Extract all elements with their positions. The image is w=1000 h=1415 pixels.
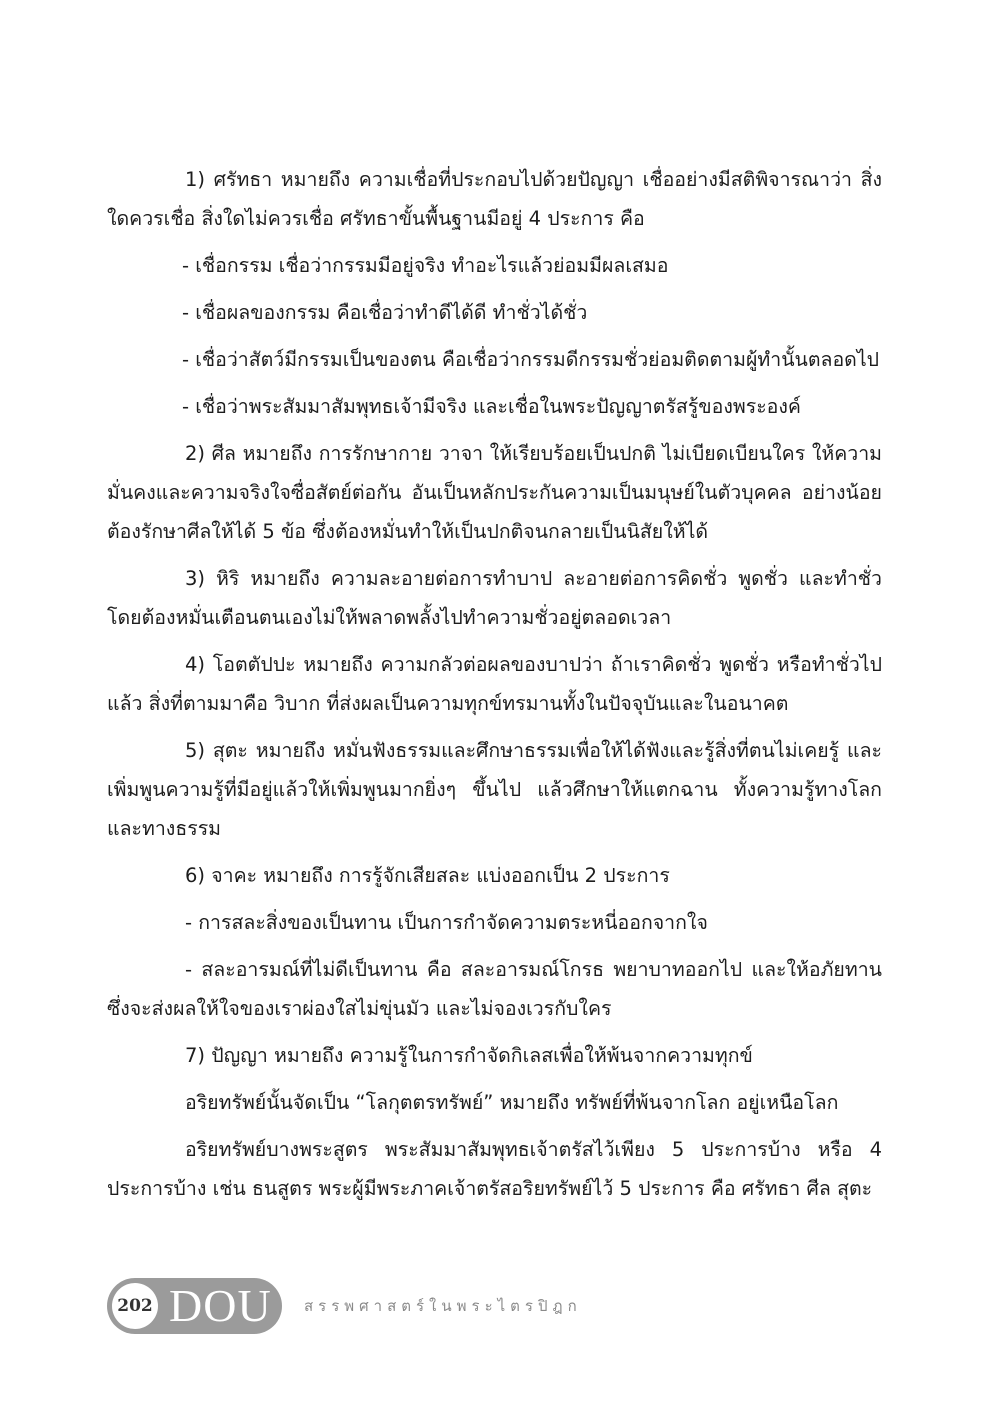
- paragraph-ottappa: 4) โอตตัปปะ หมายถึง ความกลัวต่อผลของบาปว่า ถ้าเราคิดชั่ว พูดชั่ว หรือทำชั่วไปแล้ว สิ่งที่ตามมาคือ วิบาก ที่ส่งผลเป็นความทุกข์ทรมานทั้งในปัจจุบันและในอนาคต: [107, 653, 882, 715]
- book-title: สรรพศาสตร์ในพระไตรปิฎก: [304, 1297, 582, 1315]
- dou-logo-badge: [107, 1278, 282, 1334]
- paragraph-suta: 5) สุตะ หมายถึง หมั่นฟังธรรมและศึกษาธรรมเพื่อให้ได้ฟังและรู้สิ่งที่ตนไม่เคยรู้ และเพิ่มพูนความรู้ที่มีอยู่แล้วให้เพิ่มพูนมากยิ่งๆ ขึ้นไป แล้วศึกษาให้แตกฉาน ทั้งความรู้ทางโลกและทางธรรม: [107, 739, 882, 840]
- list-item: - สละอารมณ์ที่ไม่ดีเป็นทาน คือ สละอารมณ์โกรธ พยาบาทออกไป และให้อภัยทานซึ่งจะส่งผลให้ใจของเราผ่องใสไม่ขุ่นมัว และไม่จองเวรกับใคร: [107, 958, 882, 1020]
- list-item: - เชื่อว่าสัตว์มีกรรมเป็นของตน คือเชื่อว่ากรรมดีกรรมชั่วย่อมติดตามผู้ทำนั้นตลอดไป: [182, 348, 880, 371]
- paragraph-saddha: 1) ศรัทธา หมายถึง ความเชื่อที่ประกอบไปด้วยปัญญา เชื่ออย่างมีสติพิจารณาว่า สิ่งใดควรเชื่อ สิ่งใดไม่ควรเชื่อ ศรัทธาขั้นพื้นฐานมีอยู่ 4 ประการ คือ: [107, 168, 882, 230]
- page-number: 202: [112, 1283, 158, 1329]
- paragraph-panna: 7) ปัญญา หมายถึง ความรู้ในการกำจัดกิเลสเพื่อให้พ้นจากความทุกข์: [185, 1044, 753, 1067]
- paragraph-caga: 6) จาคะ หมายถึง การรู้จักเสียสละ แบ่งออกเป็น 2 ประการ: [185, 864, 670, 887]
- paragraph-sila: 2) ศีล หมายถึง การรักษากาย วาจา ให้เรียบร้อยเป็นปกติ ไม่เบียดเบียนใคร ให้ความมั่นคงและความจริงใจซื่อสัตย์ต่อกัน อันเป็นหลักประกันความเป็นมนุษย์ในตัวบุคคล อย่างน้อยต้องรักษาศีลให้ได้ 5 ข้อ ซึ่งต้องหมั่นทำให้เป็นปกติจนกลายเป็นนิสัยให้ได้: [107, 442, 882, 543]
- paragraph-hiri: 3) หิริ หมายถึง ความละอายต่อการทำบาป ละอายต่อการคิดชั่ว พูดชั่ว และทำชั่ว โดยต้องหมั่นเตือนตนเองไม่ให้พลาดพลั้งไปทำความชั่วอยู่ตลอดเวลา: [107, 567, 882, 629]
- paragraph-dhana-sutta: อริยทรัพย์บางพระสูตร พระสัมมาสัมพุทธเจ้าตรัสไว้เพียง 5 ประการบ้าง หรือ 4 ประการบ้าง เช่น ธนสูตร พระผู้มีพระภาคเจ้าตรัสอริยทรัพย์ไว้ 5 ประการ คือ ศรัทธา ศีล สุตะ: [107, 1138, 882, 1200]
- page-body: [107, 160, 882, 1208]
- list-item: - เชื่อว่าพระสัมมาสัมพุทธเจ้ามีจริง และเชื่อในพระปัญญาตรัสรู้ของพระองค์: [182, 395, 801, 418]
- list-item: - เชื่อผลของกรรม คือเชื่อว่าทำดีได้ดี ทำชั่วได้ชั่ว: [182, 301, 588, 324]
- list-item: - เชื่อกรรม เชื่อว่ากรรมมีอยู่จริง ทำอะไรแล้วย่อมมีผลเสมอ: [182, 254, 669, 277]
- list-item: - การสละสิ่งของเป็นทาน เป็นการกำจัดความตระหนี่ออกจากใจ: [185, 911, 708, 934]
- page-footer: [107, 1276, 582, 1336]
- paragraph-lokuttara: อริยทรัพย์นั้นจัดเป็น “โลกุตตรทรัพย์” หมายถึง ทรัพย์ที่พ้นจากโลก อยู่เหนือโลก: [185, 1091, 839, 1114]
- dou-logo-text: DOU: [169, 1280, 272, 1331]
